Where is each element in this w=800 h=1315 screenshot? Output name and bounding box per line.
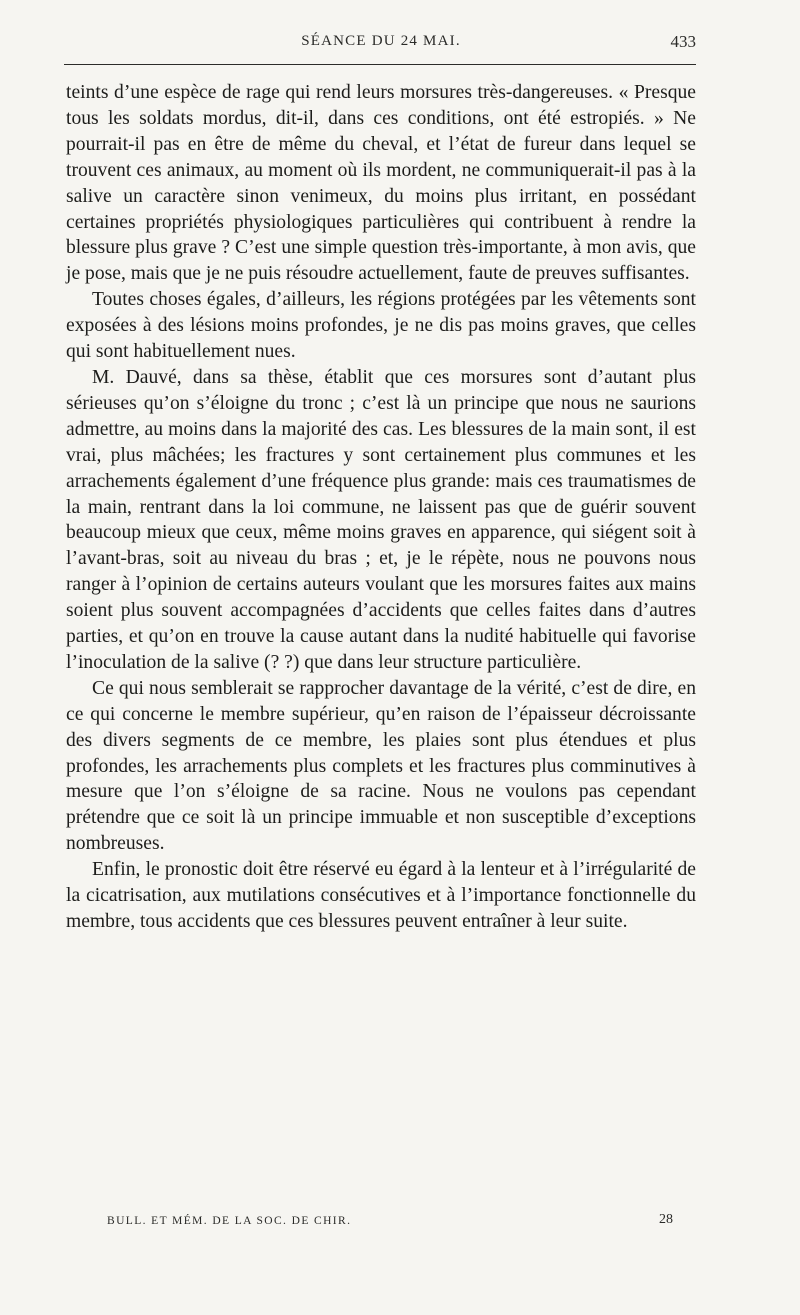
body-text (66, 80, 696, 935)
page-footer (107, 1212, 673, 1235)
paragraph-3: M. Dauvé, dans sa thèse, établit que ces morsures sont d’autant plus sérieuses qu’on s’éloigne du tronc ; c’est là un principe que nous ne saurions admettre, au moins dans la majorité des cas. Les blessures de la main sont, il est vrai, plus mâchées; les fractures y sont certainement plus communes et les arrachements également d’une fréquence plus grande: mais ces traumatismes de la main, rentrant dans la loi commune, ne laissent pas que de guérir souvent beaucoup mieux que ceux, même moins graves en apparence, qui siégent soit à l’avant-bras, soit au niveau du bras ; et, je le répète, nous ne pouvons nous ranger à l’opinion de certains auteurs voulant que les morsures faites aux mains soient plus souvent accompagnées d’accidents que celles faites dans d’autres parties, et qu’on en trouve la cause autant dans la nudité habituelle qui favorise l’inoculation de la salive (? ?) que dans leur structure particulière. (66, 366, 696, 673)
running-title: SÉANCE DU 24 MAI. (301, 33, 461, 49)
paragraph-5: Enfin, le pronostic doit être réservé eu égard à la lenteur et à l’irrégularité de la cicatrisation, aux mutilations consécutives et à l’importance fonctionnelle du membre, tous accidents que ces blessures peuvent entraîner à leur suite. (66, 859, 696, 932)
page-number: 433 (670, 32, 696, 51)
running-head (66, 33, 696, 55)
header-rule (64, 64, 696, 65)
paragraph-2: Toutes choses égales, d’ailleurs, les régions protégées par les vêtements sont exposées à des lésions moins profondes, je ne dis pas moins graves, que celles qui sont habituellement nues. (66, 289, 696, 363)
paragraph-4: Ce qui nous semblerait se rapprocher davantage de la vérité, c’est de dire, en ce qui concerne le membre supérieur, qu’en raison de l’épaisseur décroissante des divers segments de ce membre, les plaies sont plus étendues et plus profondes, les arrachements plus complets et les fractures plus comminutives à mesure que l’on s’éloigne de sa racine. Nous ne voulons pas cependant prétendre que ce soit là un principe immuable et non susceptible d’exceptions nombreuses. (66, 677, 696, 855)
paragraph-1: teints d’une espèce de rage qui rend leurs morsures très-dangereuses. « Presque tous les soldats mordus, dit-il, dans ces conditions, ont été estropiés. » Ne pourrait-il pas en être de même du cheval, et l’état de fureur dans lequel se trouvent ces animaux, au moment où ils mordent, ne communiquerait-il pas à la salive un caractère sinon venimeux, du moins plus irritant, en possédant certaines propriétés physiologiques particulières qui contribuent à rendre la blessure plus grave ? C’est une simple question très-importante, à mon avis, que je pose, mais que je ne puis résoudre actuellement, faute de preuves suffisantes. (66, 82, 696, 285)
journal-footer: BULL. ET MÉM. DE LA SOC. DE CHIR. (107, 1215, 352, 1227)
signature-mark: 28 (659, 1212, 673, 1227)
